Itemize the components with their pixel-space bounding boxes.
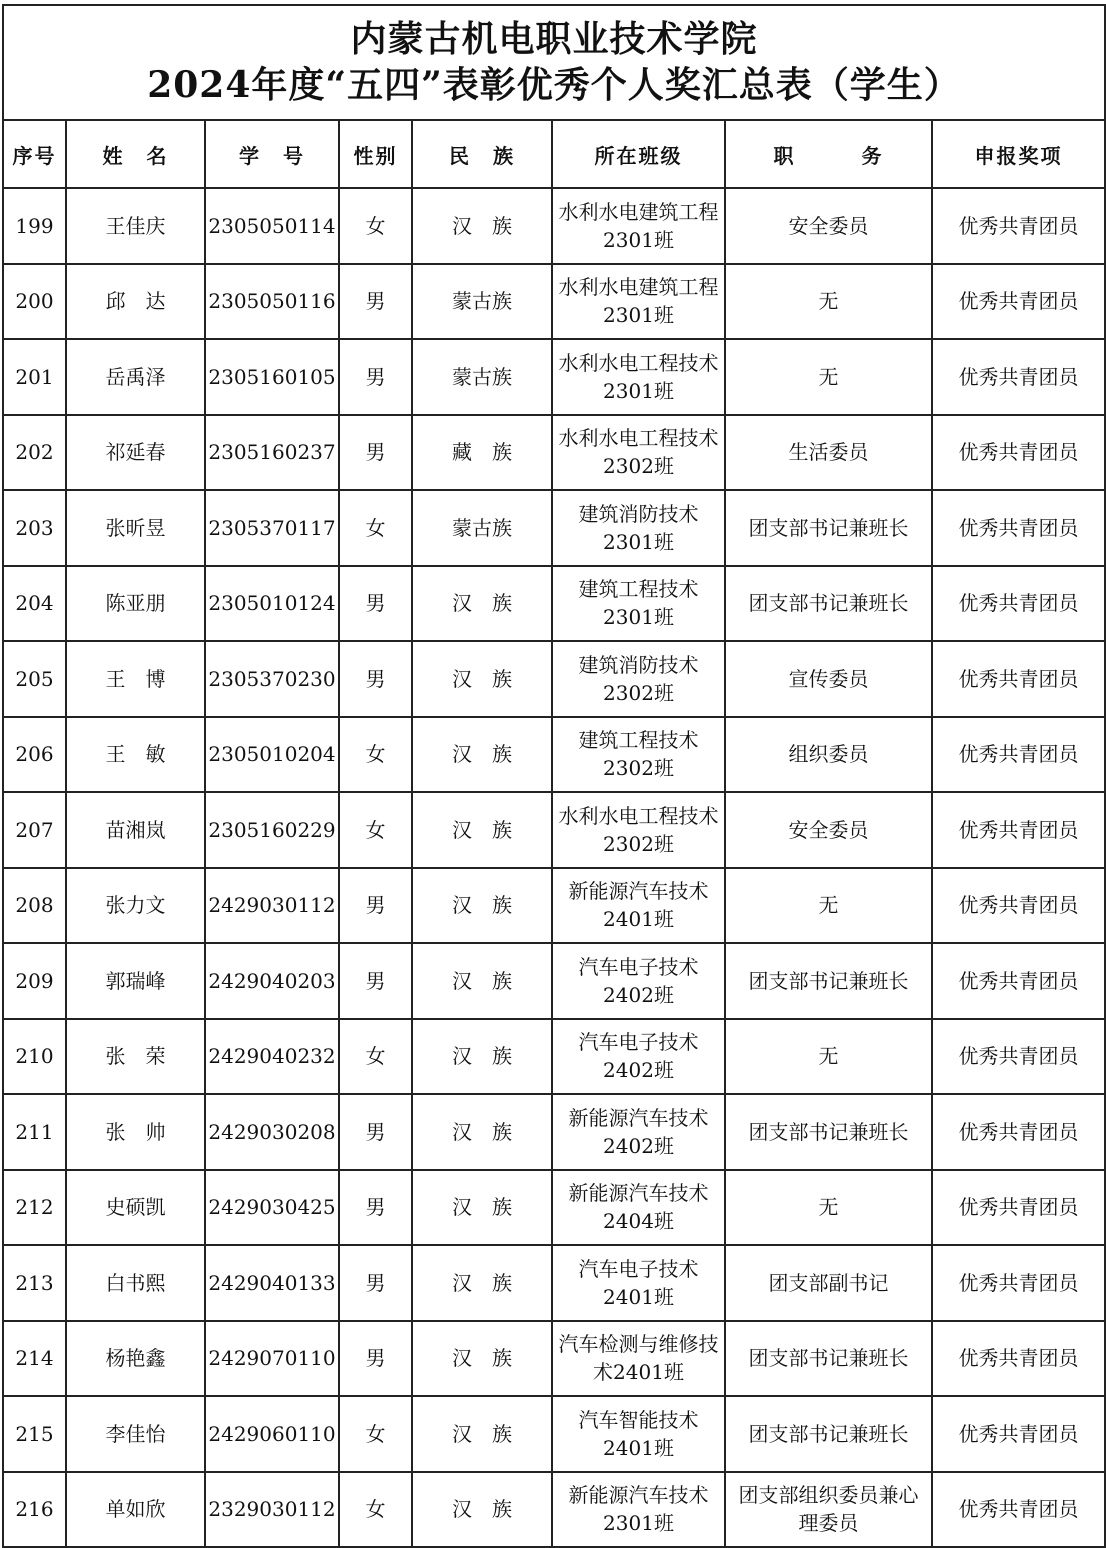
table-row [3,566,1105,642]
table-title [3,5,1105,120]
gender-cell: 女 [339,717,412,793]
name-cell: 王 博 [66,641,205,717]
student-id-cell: 2305010124 [205,566,339,642]
duty-cell: 团支部书记兼班长 [725,1321,932,1397]
serial-cell: 202 [3,415,66,491]
name-cell: 苗湘岚 [66,792,205,868]
table-row [3,943,1105,1019]
gender-cell: 男 [339,566,412,642]
award-cell: 优秀共青团员 [932,717,1105,793]
student-id-cell: 2305160237 [205,415,339,491]
ethnicity-cell: 汉 族 [412,566,552,642]
award-cell: 优秀共青团员 [932,1472,1105,1548]
class-cell: 水利水电工程技术2302班 [552,792,725,868]
serial-cell: 216 [3,1472,66,1548]
duty-cell: 安全委员 [725,792,932,868]
serial-cell: 213 [3,1245,66,1321]
duty-cell: 团支部书记兼班长 [725,943,932,1019]
name-cell: 王 敏 [66,717,205,793]
student-id-cell: 2429030112 [205,868,339,944]
name-cell: 李佳怡 [66,1396,205,1472]
award-cell: 优秀共青团员 [932,641,1105,717]
gender-cell: 男 [339,415,412,491]
name-cell: 邱 达 [66,264,205,340]
class-cell: 建筑工程技术2302班 [552,717,725,793]
gender-cell: 男 [339,1321,412,1397]
ethnicity-cell: 汉 族 [412,1472,552,1548]
gender-cell: 女 [339,792,412,868]
header-cell: 申报奖项 [932,120,1105,188]
duty-cell: 无 [725,1019,932,1095]
student-id-cell: 2305010204 [205,717,339,793]
gender-cell: 男 [339,1245,412,1321]
student-id-cell: 2429040133 [205,1245,339,1321]
name-cell: 单如欣 [66,1472,205,1548]
serial-cell: 210 [3,1019,66,1095]
duty-cell: 生活委员 [725,415,932,491]
class-cell: 建筑消防技术2301班 [552,490,725,566]
class-cell: 建筑消防技术2302班 [552,641,725,717]
serial-cell: 211 [3,1094,66,1170]
serial-cell: 206 [3,717,66,793]
table-row [3,490,1105,566]
table-row [3,792,1105,868]
student-id-cell: 2305050116 [205,264,339,340]
ethnicity-cell: 汉 族 [412,1321,552,1397]
student-id-cell: 2305160105 [205,339,339,415]
table-row [3,1245,1105,1321]
table-row [3,641,1105,717]
duty-cell: 团支部书记兼班长 [725,1396,932,1472]
award-cell: 优秀共青团员 [932,943,1105,1019]
name-cell: 史硕凯 [66,1170,205,1246]
gender-cell: 女 [339,1396,412,1472]
award-cell: 优秀共青团员 [932,1245,1105,1321]
gender-cell: 男 [339,1094,412,1170]
ethnicity-cell: 汉 族 [412,943,552,1019]
header-cell: 所在班级 [552,120,725,188]
duty-cell: 无 [725,339,932,415]
serial-cell: 207 [3,792,66,868]
student-id-cell: 2305370230 [205,641,339,717]
table-row [3,1094,1105,1170]
table-row [3,415,1105,491]
student-id-cell: 2429060110 [205,1396,339,1472]
serial-cell: 203 [3,490,66,566]
award-cell: 优秀共青团员 [932,566,1105,642]
table-row [3,1396,1105,1472]
duty-cell: 团支部书记兼班长 [725,566,932,642]
student-id-cell: 2305160229 [205,792,339,868]
table-row [3,1321,1105,1397]
ethnicity-cell: 汉 族 [412,717,552,793]
ethnicity-cell: 汉 族 [412,641,552,717]
name-cell: 张力文 [66,868,205,944]
ethnicity-cell: 汉 族 [412,1170,552,1246]
award-cell: 优秀共青团员 [932,415,1105,491]
ethnicity-cell: 蒙古族 [412,339,552,415]
ethnicity-cell: 蒙古族 [412,490,552,566]
name-cell: 张 荣 [66,1019,205,1095]
student-id-cell: 2429030425 [205,1170,339,1246]
class-cell: 水利水电工程技术2302班 [552,415,725,491]
table-row [3,264,1105,340]
class-cell: 汽车电子技术2401班 [552,1245,725,1321]
award-cell: 优秀共青团员 [932,792,1105,868]
award-cell: 优秀共青团员 [932,264,1105,340]
gender-cell: 男 [339,641,412,717]
ethnicity-cell: 蒙古族 [412,264,552,340]
duty-cell: 组织委员 [725,717,932,793]
name-cell: 王佳庆 [66,188,205,264]
serial-cell: 212 [3,1170,66,1246]
duty-cell: 无 [725,1170,932,1246]
name-cell: 岳禹泽 [66,339,205,415]
student-id-cell: 2329030112 [205,1472,339,1548]
duty-cell: 团支部书记兼班长 [725,490,932,566]
serial-cell: 214 [3,1321,66,1397]
class-cell: 新能源汽车技术2404班 [552,1170,725,1246]
name-cell: 杨艳鑫 [66,1321,205,1397]
serial-cell: 215 [3,1396,66,1472]
duty-cell: 安全委员 [725,188,932,264]
class-cell: 水利水电建筑工程2301班 [552,188,725,264]
serial-cell: 209 [3,943,66,1019]
header-cell: 学 号 [205,120,339,188]
header-cell: 序号 [3,120,66,188]
duty-cell: 无 [725,868,932,944]
duty-cell: 无 [725,264,932,340]
award-cell: 优秀共青团员 [932,1321,1105,1397]
header-cell: 民 族 [412,120,552,188]
table-row [3,188,1105,264]
ethnicity-cell: 汉 族 [412,792,552,868]
class-cell: 汽车电子技术2402班 [552,943,725,1019]
gender-cell: 女 [339,1472,412,1548]
name-cell: 陈亚朋 [66,566,205,642]
student-id-cell: 2429030208 [205,1094,339,1170]
serial-cell: 199 [3,188,66,264]
name-cell: 白书熙 [66,1245,205,1321]
gender-cell: 男 [339,1170,412,1246]
class-cell: 水利水电工程技术2301班 [552,339,725,415]
student-id-cell: 2305050114 [205,188,339,264]
gender-cell: 男 [339,868,412,944]
class-cell: 新能源汽车技术2402班 [552,1094,725,1170]
duty-cell: 团支部组织委员兼心理委员 [725,1472,932,1548]
class-cell: 新能源汽车技术2401班 [552,868,725,944]
duty-cell: 团支部书记兼班长 [725,1094,932,1170]
gender-cell: 男 [339,943,412,1019]
table-row [3,717,1105,793]
class-cell: 新能源汽车技术2301班 [552,1472,725,1548]
award-cell: 优秀共青团员 [932,1094,1105,1170]
class-cell: 汽车智能技术2401班 [552,1396,725,1472]
table-row [3,1019,1105,1095]
serial-cell: 204 [3,566,66,642]
student-id-cell: 2429070110 [205,1321,339,1397]
title-line-1: 内蒙古机电职业技术学院 [350,17,758,60]
class-cell: 汽车检测与维修技术2401班 [552,1321,725,1397]
class-cell: 汽车电子技术2402班 [552,1019,725,1095]
serial-cell: 201 [3,339,66,415]
table-row [3,339,1105,415]
duty-cell: 宣传委员 [725,641,932,717]
ethnicity-cell: 汉 族 [412,1396,552,1472]
ethnicity-cell: 汉 族 [412,188,552,264]
name-cell: 张昕昱 [66,490,205,566]
award-cell: 优秀共青团员 [932,868,1105,944]
student-id-cell: 2305370117 [205,490,339,566]
student-id-cell: 2429040232 [205,1019,339,1095]
ethnicity-cell: 汉 族 [412,868,552,944]
serial-cell: 200 [3,264,66,340]
class-cell: 建筑工程技术2301班 [552,566,725,642]
award-cell: 优秀共青团员 [932,490,1105,566]
header-cell: 职 务 [725,120,932,188]
table-row [3,1472,1105,1548]
ethnicity-cell: 汉 族 [412,1245,552,1321]
duty-cell: 团支部副书记 [725,1245,932,1321]
header-row [3,120,1105,188]
award-cell: 优秀共青团员 [932,1396,1105,1472]
name-cell: 张 帅 [66,1094,205,1170]
student-id-cell: 2429040203 [205,943,339,1019]
award-cell: 优秀共青团员 [932,1170,1105,1246]
ethnicity-cell: 藏 族 [412,415,552,491]
award-summary-table [2,4,1106,1548]
gender-cell: 男 [339,339,412,415]
award-cell: 优秀共青团员 [932,188,1105,264]
table-row [3,1170,1105,1246]
name-cell: 郭瑞峰 [66,943,205,1019]
title-line-2: 2024年度“五四”表彰优秀个人奖汇总表（学生） [147,63,961,106]
gender-cell: 女 [339,188,412,264]
gender-cell: 女 [339,1019,412,1095]
header-cell: 性别 [339,120,412,188]
serial-cell: 205 [3,641,66,717]
name-cell: 祁延春 [66,415,205,491]
gender-cell: 女 [339,490,412,566]
table-body [3,188,1105,1547]
gender-cell: 男 [339,264,412,340]
ethnicity-cell: 汉 族 [412,1094,552,1170]
class-cell: 水利水电建筑工程2301班 [552,264,725,340]
award-cell: 优秀共青团员 [932,1019,1105,1095]
ethnicity-cell: 汉 族 [412,1019,552,1095]
serial-cell: 208 [3,868,66,944]
header-cell: 姓 名 [66,120,205,188]
award-cell: 优秀共青团员 [932,339,1105,415]
table-row [3,868,1105,944]
